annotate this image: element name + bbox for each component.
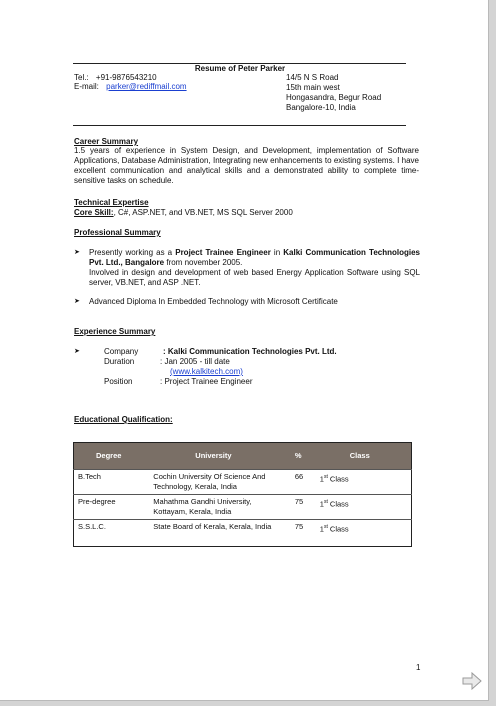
job-title: Project Trainee Engineer [175, 248, 271, 257]
class-number: 1 [319, 499, 324, 509]
address-line-2: 15th main west [286, 83, 340, 92]
class-word: Class [327, 474, 349, 484]
university-cell: Mahathma Gandhi University, Kottayam, Kerala, India [149, 495, 291, 520]
percent-cell: 75 [291, 495, 316, 520]
percent-cell: 66 [291, 470, 316, 495]
experience-summary-heading: Experience Summary [74, 327, 156, 336]
column-degree: Degree [74, 443, 150, 470]
class-word: Class [327, 499, 349, 509]
degree-cell: S.S.L.C. [74, 520, 150, 547]
university-cell: Cochin University Of Science And Technology, Kerala, India [149, 470, 291, 495]
email-link[interactable]: parker@rediffmail.com [106, 82, 187, 91]
technical-expertise-heading: Technical Expertise [74, 198, 149, 207]
duration-value: : Jan 2005 - till date [160, 357, 230, 366]
telephone-label: Tel.: [74, 73, 89, 82]
career-summary-text: 1.5 years of experience in System Design, and Development, implementation of Software Applications, Database Administration, Integrating new enhancements to existing systems. I have excellent communication and analytical skills and a demonstrated ability to complete time-sensitive tasks on schedule. [74, 146, 419, 185]
company-name: Kalki Communication Technologies Pvt. Ltd., Bangalore [89, 248, 420, 267]
company-value: : Kalki Communication Technologies Pvt. Ltd. [163, 347, 337, 356]
percent-cell: 75 [291, 520, 316, 547]
position-label: Position [104, 377, 133, 386]
website-link[interactable]: (www.kalkitech.com) [170, 367, 243, 376]
company-label: Company [104, 347, 139, 356]
page-number: 1 [416, 663, 421, 672]
professional-item-2: Advanced Diploma In Embedded Technology with Microsoft Certificate [89, 297, 338, 306]
class-cell [316, 470, 412, 495]
education-table-header [74, 443, 412, 470]
class-suffix: st [323, 499, 328, 505]
class-number: 1 [319, 524, 324, 534]
arrow-bullet-icon: ➤ [74, 249, 80, 256]
header-rule-bottom [73, 125, 406, 126]
professional-item-1-detail: Involved in design and development of web based Energy Application Software using SQL server, VB.NET, and ASP .NET. [89, 268, 420, 287]
duration-label: Duration [104, 357, 135, 366]
professional-summary-heading: Professional Summary [74, 228, 161, 237]
position-value: : Project Trainee Engineer [160, 377, 253, 386]
class-suffix: st [323, 474, 328, 480]
column-percent: % [291, 443, 316, 470]
column-university: University [149, 443, 291, 470]
education-table [73, 442, 412, 547]
arrow-bullet-icon: ➤ [74, 348, 80, 355]
professional-item-1-mid: in [270, 248, 284, 257]
career-summary-heading: Career Summary [74, 137, 139, 146]
arrow-bullet-icon: ➤ [74, 298, 80, 305]
class-number: 1 [319, 474, 324, 484]
class-word: Class [327, 524, 349, 534]
core-skill-label: Core Skill: [74, 208, 114, 217]
address-line-4: Bangalore-10, India [286, 103, 356, 112]
class-cell [316, 495, 412, 520]
table-row [74, 520, 412, 547]
class-suffix: st [323, 524, 328, 530]
professional-item-1-pre: Presently working as a [89, 248, 176, 257]
column-class: Class [316, 443, 412, 470]
professional-item-1 [89, 248, 420, 288]
table-row [74, 470, 412, 495]
email-line [74, 82, 187, 92]
address-line-3: Hongasandra, Begur Road [286, 93, 382, 102]
core-skill-line [74, 208, 293, 218]
email-label: E-mail: [74, 82, 99, 91]
telephone-value: +91-9876543210 [95, 73, 157, 82]
degree-cell: B.Tech [74, 470, 150, 495]
degree-cell: Pre-degree [74, 495, 150, 520]
address-line-1: 14/5 N S Road [286, 73, 339, 82]
table-row [74, 495, 412, 520]
core-skill-text: , C#, ASP.NET, and VB.NET, MS SQL Server 2000 [113, 208, 293, 217]
page-title: Resume of Peter Parker [194, 64, 286, 73]
professional-item-1-post: from november 2005. [164, 258, 243, 267]
educational-qualification-heading: Educational Qualification: [74, 415, 173, 424]
class-cell [316, 520, 412, 547]
university-cell: State Board of Kerala, Kerala, India [149, 520, 291, 547]
next-arrow-icon[interactable] [462, 672, 482, 690]
address-block [286, 73, 381, 113]
